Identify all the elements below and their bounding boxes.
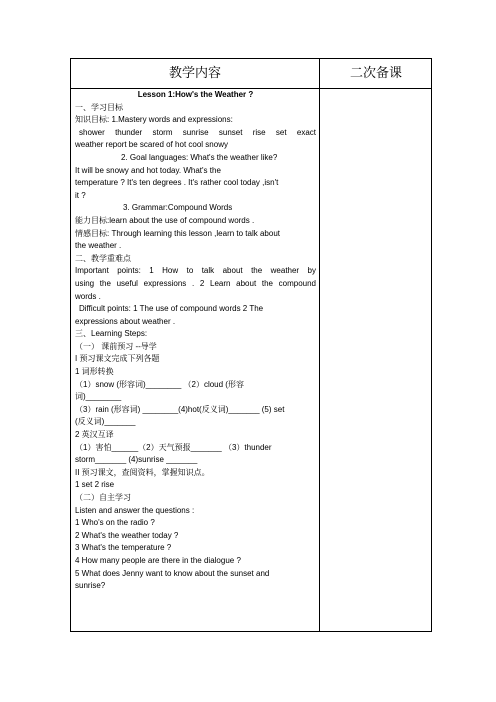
text-line: （1）害怕______（2）天气预报_______ （3）thunder xyxy=(75,442,272,452)
text-line: expressions about weather . xyxy=(75,316,176,326)
text-line: weather report be scared of hot cool snowy xyxy=(75,140,228,150)
header-second-preparation: 二次备课 xyxy=(349,66,402,81)
text-line: Listen and answer the questions : xyxy=(75,505,195,515)
text-line: 能力目标:learn about the use of compound words . xyxy=(75,215,255,225)
text-line: sunrise? xyxy=(75,581,106,591)
text-line: （1）snow (形容词)________ （2）cloud (形容 xyxy=(75,379,244,389)
text-line: 3. Grammar:Compound Words xyxy=(123,203,233,213)
text-line: 词)________ xyxy=(75,392,122,402)
question-item: 1 Who's on the radio ? xyxy=(75,518,155,528)
section-self-study: （二）自主学习 xyxy=(75,493,131,502)
section-learning-goals: 一、学习目标 xyxy=(75,102,123,112)
lesson-content xyxy=(75,89,316,593)
section-key-points: 二、教学重难点 xyxy=(75,253,131,263)
text-line: words . xyxy=(75,291,101,301)
text-line: Difficult points: 1 The use of compound words 2 The xyxy=(79,304,264,314)
text-line: （一） 课前预习 --导学 xyxy=(75,341,157,351)
text-line: II 预习课文，查阅资料，掌握知识点。 xyxy=(75,467,210,477)
text-line: using the useful expressions . 2 Learn about the compound xyxy=(75,278,316,288)
text-line: It will be snowy and hot today. What's the xyxy=(75,165,221,175)
text-line: 情感目标: Through learning this lesson ,learn to talk about xyxy=(75,228,280,238)
text-line: it ? xyxy=(75,190,86,200)
text-line: 知识目标: 1.Mastery words and expressions: xyxy=(75,115,233,125)
text-line: I 预习课文完成下列各题 xyxy=(75,354,160,364)
question-item: 4 How many people are there in the dialogue ? xyxy=(75,555,241,565)
text-line: temperature ? It's ten degrees . It's rather cool today ,isn't xyxy=(75,178,279,188)
text-line: 2. Goal languages: What's the weather like? xyxy=(121,152,278,162)
lesson-plan-table xyxy=(70,58,432,632)
column-divider xyxy=(319,59,320,631)
text-line: storm_______ (4)sunrise _______ xyxy=(75,455,198,465)
header-teaching-content: 教学内容 xyxy=(168,66,221,81)
question-item: 2 What's the weather today ? xyxy=(75,530,179,540)
text-line: 2 英汉互译 xyxy=(75,430,114,440)
text-line: (反义词)_______ xyxy=(75,417,136,427)
text-line: shower thunder storm sunrise sunset rise set exact xyxy=(79,127,316,137)
lesson-title: Lesson 1:How's the Weather ? xyxy=(137,90,254,99)
question-item: 5 What does Jenny want to know about the sunset and xyxy=(75,568,270,578)
text-line: 1 set 2 rise xyxy=(75,480,115,490)
text-line: （3）rain (形容词) ________(4)hot(反义词)_______ (5) set xyxy=(75,404,285,414)
question-item: 3 What's the temperature ? xyxy=(75,543,172,553)
text-line: 1 词形转换 xyxy=(75,367,114,377)
section-learning-steps: 三、Learning Steps: xyxy=(75,329,148,339)
text-line: the weather . xyxy=(75,241,122,251)
text-line: Important points: 1 How to talk about the weather by xyxy=(75,266,316,276)
